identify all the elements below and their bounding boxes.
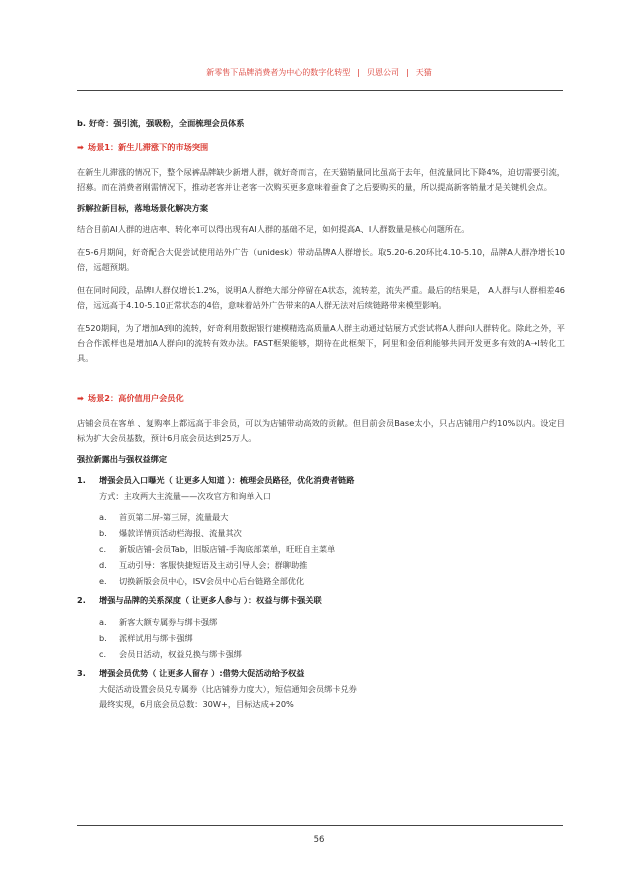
list-text: 首页第二屏-第三屏，流量最大: [119, 512, 229, 522]
scene2-heading: [77, 393, 565, 404]
item-title: 增强与品牌的关系深度（ 让更多人参与 ）：权益与绑卡强关联: [99, 595, 322, 605]
list-letter: b.: [99, 633, 107, 643]
scene1-heading: [77, 142, 565, 153]
header-title: 新零售下品牌消费者为中心的数字化转型: [206, 68, 351, 77]
numbered-item-3: [77, 666, 565, 680]
arrow-right-icon: ➡: [77, 142, 84, 152]
list-letter: a.: [99, 617, 107, 627]
item-number: 3.: [77, 668, 86, 678]
scene1-paragraph-2: 结合目前AI人群的进店率、转化率可以得出现有AI人群的基础不足，如何提高A、I人群数量是核心问题所在。: [77, 224, 470, 234]
list-text: 会员日活动，权益兑换与绑卡强绑: [119, 649, 242, 659]
arrow-right-icon: ➡: [77, 393, 84, 403]
scene2-paragraph-1: 店铺会员在客单 、复购率上都远高于非会员，可以为店铺带动高效的贡献。但目前会员Base太小，只占店铺用户约10%以内。设定目标为扩大会员基数，预计6月底会员达到25万人。: [77, 418, 565, 443]
list-item: [99, 541, 565, 557]
list-text: 切换新版会员中心，ISV会员中心后台链路全部优化: [119, 576, 305, 586]
list-text: 互动引导：客服快捷短语及主动引导人会；群聊助推: [119, 560, 308, 570]
list-letter: c.: [99, 649, 107, 659]
footer-rule: [77, 825, 563, 826]
scene1-title: 场景1：新生儿滞涨下的市场突围: [87, 142, 209, 152]
scene1-paragraph-3: 在5-6月期间，好奇配合大促尝试使用站外广告（unidesk）带动品牌A人群增长。取5.20-6.20环比4.10-5.10，品牌A人群净增长10倍，远超预期。: [77, 247, 565, 272]
list-item: [99, 630, 565, 646]
item-description: 方式：主攻两大主流量——次攻官方和询单入口: [99, 491, 271, 501]
list-text: 新客大额专属券与绑卡强绑: [119, 617, 218, 627]
scene1-paragraph-5: 在520期间，为了增加A到I的流转，好奇利用数据银行建模精选高质量A人群主动通过钻展方式尝试将A人群向I人群转化。除此之外，平台合作派样也是增加A人群向I的流转有效办法。FAST框架能够，期待在此框架下，阿里和金佰利能够共同开发更多有效的A➝I转化工具。: [77, 323, 565, 363]
item-result: 最终实现，6月底会员总数：30W+，目标达成+20%: [99, 699, 294, 709]
list-item: [99, 525, 565, 541]
item-number: 1.: [77, 475, 86, 485]
list-letter: e.: [99, 576, 107, 586]
list-letter: c.: [99, 544, 107, 554]
item-description: 大促活动设置会员兑专属券（比店铺券力度大），短信通知会员绑卡兑券: [99, 684, 357, 694]
list-text: 派样试用与绑卡强绑: [119, 633, 193, 643]
main-content: [77, 118, 565, 712]
item-title: 增强会员优势（ 让更多人留存 ）:借势大促活动给予权益: [99, 668, 305, 678]
list-text: 新版店铺-会员Tab，旧版店铺-手淘底部菜单，旺旺自主菜单: [119, 544, 336, 554]
header-rule: [77, 90, 563, 91]
scene1-subheading: 拆解拉新目标，落地场景化解决方案: [77, 203, 209, 213]
list-item: [99, 646, 565, 662]
scene1-paragraph-4: 但在同时间段，品牌I人群仅增长1.2%，说明A人群绝大部分停留在A状态，流转差，流失严重。最后的结果是， A人群与I人群相差46倍，远远高于4.10-5.10正常状态的4倍，意味着站外广告带来的A人群无法对后续链路带来模型影响。: [77, 285, 565, 310]
scene2-title: 场景2：高价值用户会员化: [87, 393, 184, 403]
numbered-item-2: [77, 593, 565, 607]
numbered-item-1: [77, 473, 565, 487]
list-letter: d.: [99, 560, 107, 570]
scene2-subheading: 强拉新露出与强权益绑定: [77, 454, 168, 464]
page-number: 56: [313, 835, 325, 845]
scene1-paragraph-1: 在新生儿滞涨的情况下，整个尿裤品牌缺少新增人群，就好奇而言，在天猫销量同比虽高于去年，但流量同比下降4%，迫切需要引流，招募。而在消费者刚需情况下，推动老客并让老客一次购买更多意味着蚕食了之后要购买的量，所以提高新客销量才是关键机会点。: [77, 167, 565, 192]
list-item: [99, 509, 565, 525]
list-item: [99, 557, 565, 573]
list-letter: a.: [99, 512, 107, 522]
section-heading: b. 好奇：强引流，强吸粉，全面梳理会员体系: [77, 118, 245, 128]
item-number: 2.: [77, 595, 86, 605]
list-letter: b.: [99, 528, 107, 538]
list-item: [99, 573, 565, 589]
list-item: [99, 614, 565, 630]
header-separator: |: [357, 68, 360, 77]
header-separator: |: [406, 68, 409, 77]
header-company: 贝恩公司: [367, 68, 399, 77]
list-text: 爆款详情页活动栏海报、流量其次: [119, 528, 242, 538]
header-partner: 天猫: [415, 68, 432, 77]
item-title: 增强会员入口曝光（ 让更多人知道 ）：梳理会员路径，优化消费者链路: [99, 475, 355, 485]
page-header: [0, 67, 638, 78]
